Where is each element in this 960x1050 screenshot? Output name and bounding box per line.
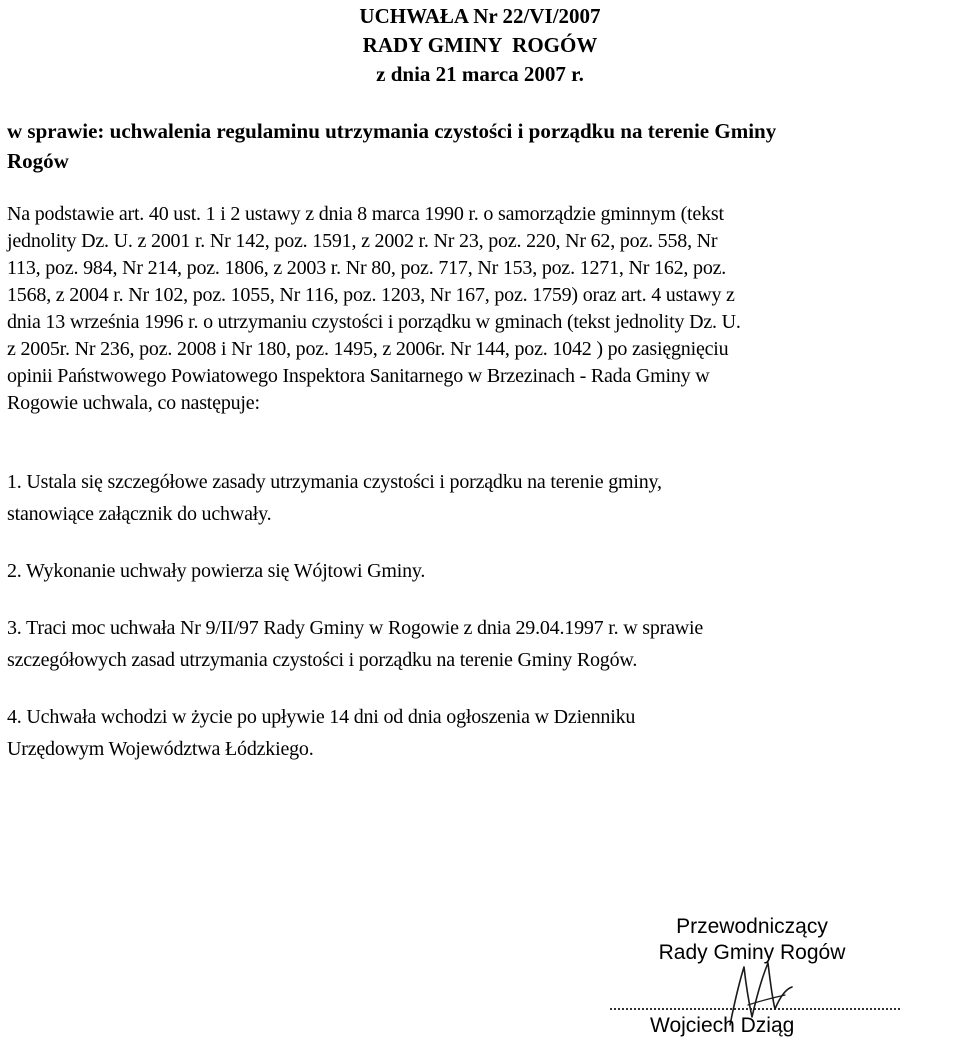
section-line: 3. Traci moc uchwała Nr 9/II/97 Rady Gminy w Rogowie z dnia 29.04.1997 r. w sprawie [7,617,704,639]
section-line: szczegółowych zasad utrzymania czystości i porządku na terenie Gminy Rogów. [7,649,638,671]
subject-line: Rogów [7,149,69,173]
document-header [0,2,960,89]
section-2 [7,555,955,587]
preamble-line: jednolity Dz. U. z 2001 r. Nr 142, poz. 1591, z 2002 r. Nr 23, poz. 220, Nr 62, poz. 558, Nr [7,230,718,252]
preamble-line: z 2005r. Nr 236, poz. 2008 i Nr 180, poz. 1495, z 2006r. Nr 144, poz. 1042 ) po zasięgnięciu [7,338,729,360]
section-line: 2. Wykonanie uchwały powierza się Wójtowi Gminy. [7,560,426,582]
subject-line: w sprawie: uchwalenia regulaminu utrzymania czystości i porządku na terenie Gminy [7,119,777,143]
resolution-date: z dnia 21 marca 2007 r. [376,62,584,86]
preamble-line: 1568, z 2004 r. Nr 102, poz. 1055, Nr 116, poz. 1203, Nr 167, poz. 1759) oraz art. 4 ustawy z [7,284,735,306]
preamble-line: Rogowie uchwala, co następuje: [7,392,260,414]
signatory-title: Przewodniczący [676,915,828,938]
signature-block [610,905,930,1045]
signatory-name: Wojciech Dziąg [650,1014,795,1037]
resolution-subject [7,116,952,176]
preamble-line: opinii Państwowego Powiatowego Inspektora Sanitarnego w Brzezinach - Rada Gminy w [7,365,710,387]
section-line: stanowiące załącznik do uchwały. [7,503,272,525]
section-4 [7,701,955,765]
preamble [7,201,955,417]
resolution-number: UCHWAŁA Nr 22/VI/2007 [359,4,601,28]
preamble-line: Na podstawie art. 40 ust. 1 i 2 ustawy z dnia 8 marca 1990 r. o samorządzie gminnym (tekst [7,203,724,225]
signatory-council: Rady Gminy Rogów [658,941,846,964]
section-3 [7,612,955,676]
issuing-body: RADY GMINY ROGÓW [362,33,598,57]
preamble-line: dnia 13 września 1996 r. o utrzymaniu czystości i porządku w gminach (tekst jednolity Dz. U. [7,311,741,333]
section-line: Urzędowym Województwa Łódzkiego. [7,738,314,760]
section-line: 4. Uchwała wchodzi w życie po upływie 14 dni od dnia ogłoszenia w Dzienniku [7,706,636,728]
section-line: 1. Ustala się szczegółowe zasady utrzymania czystości i porządku na terenie gminy, [7,471,662,493]
section-1 [7,466,955,530]
preamble-line: 113, poz. 984, Nr 214, poz. 1806, z 2003 r. Nr 80, poz. 717, Nr 153, poz. 1271, Nr 162, poz. [7,257,727,279]
